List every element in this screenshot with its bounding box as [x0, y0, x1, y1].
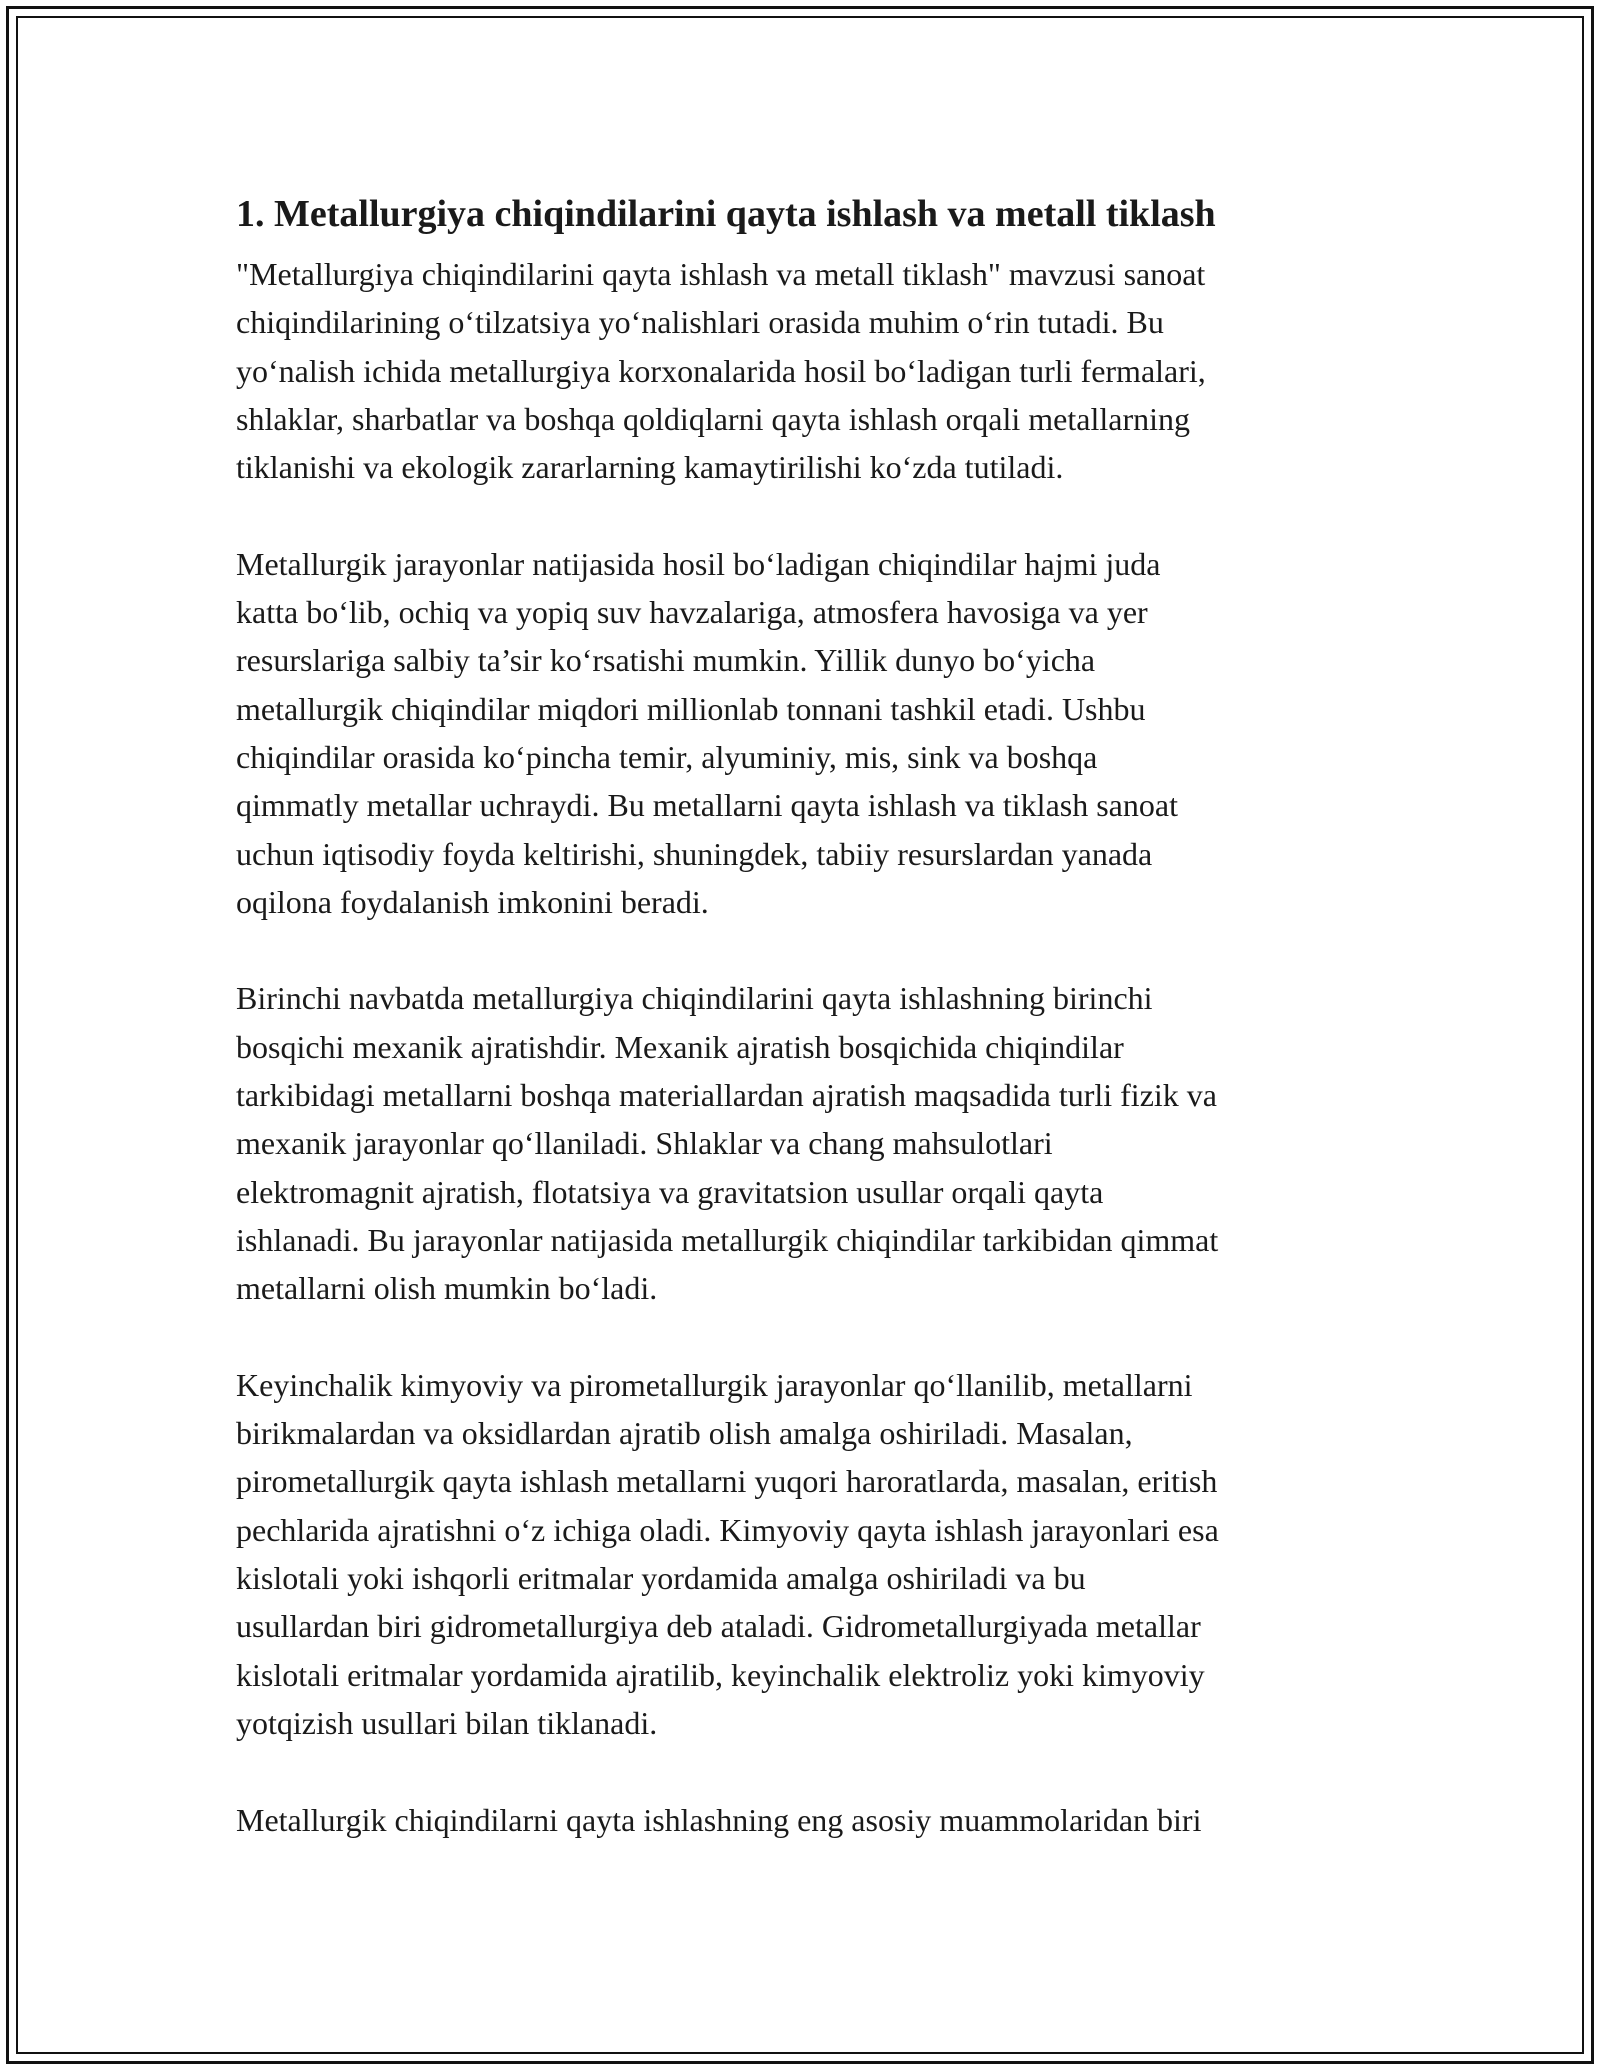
- paragraph-4: [236, 1361, 1376, 1747]
- paragraph-5: [236, 1796, 1376, 1844]
- paragraph-line: uchun iqtisodiy foyda keltirishi, shuningdek, tabiiy resurslardan yanada: [236, 835, 1153, 872]
- paragraph-line: elektromagnit ajratish, flotatsiya va gravitatsion usullar orqali qayta: [236, 1173, 1104, 1210]
- paragraph-line: katta boʻlib, ochiq va yopiq suv havzalariga, atmosfera havosiga va yer: [236, 594, 1148, 631]
- paragraph-line: kislotali eritmalar yordamida ajratilib, keyinchalik elektroliz yoki kimyoviy: [236, 1656, 1205, 1693]
- paragraph-line: usullardan biri gidrometallurgiya deb ataladi. Gidrometallurgiyada metallar: [236, 1608, 1201, 1645]
- paragraph-line: metallurgik chiqindilar miqdori millionlab tonnani tashkil etadi. Ushbu: [236, 690, 1146, 727]
- paragraph-line: yoʻnalish ichida metallurgiya korxonalarida hosil boʻladigan turli fermalari,: [236, 352, 1206, 389]
- paragraph-line: mexanik jarayonlar qoʻllaniladi. Shlaklar va chang mahsulotlari: [236, 1125, 1053, 1162]
- paragraph-line: Metallurgik jarayonlar natijasida hosil boʻladigan chiqindilar hajmi juda: [236, 545, 1161, 582]
- paragraph-line: resurslariga salbiy ta’sir koʻrsatishi mumkin. Yillik dunyo boʻyicha: [236, 642, 1096, 679]
- document-body: [236, 186, 1376, 1844]
- paragraph-line: Metallurgik chiqindilarni qayta ishlashning eng asosiy muammolaridan biri: [236, 1801, 1202, 1838]
- paragraph-line: tiklanishi va ekologik zararlarning kamaytirilishi koʻzda tutiladi.: [236, 449, 1064, 486]
- paragraph-line: kislotali yoki ishqorli eritmalar yordamida amalga oshiriladi va bu: [236, 1560, 1086, 1597]
- paragraph-line: tarkibidagi metallarni boshqa materiallardan ajratish maqsadida turli fizik va: [236, 1077, 1217, 1114]
- paragraph-line: Birinchi navbatda metallurgiya chiqindilarini qayta ishlashning birinchi: [236, 980, 1153, 1017]
- paragraph-line: birikmalardan va oksidlardan ajratib olish amalga oshiriladi. Masalan,: [236, 1415, 1133, 1452]
- paragraph-line: chiqindilarining oʻtilzatsiya yoʻnalishlari orasida muhim oʻrin tutadi. Bu: [236, 304, 1164, 341]
- paragraph-2: [236, 540, 1376, 926]
- paragraph-line: "Metallurgiya chiqindilarini qayta ishlash va metall tiklash" mavzusi sanoat: [236, 256, 1206, 292]
- paragraph-line: pechlarida ajratishni oʻz ichiga oladi. Kimyoviy qayta ishlash jarayonlari esa: [236, 1511, 1219, 1548]
- paragraph-line: yotqizish usullari bilan tiklanadi.: [236, 1704, 658, 1741]
- document-title: 1. Metallurgiya chiqindilarini qayta ishlash va metall tiklash: [236, 193, 1216, 235]
- paragraph-line: Keyinchalik kimyoviy va pirometallurgik jarayonlar qoʻllanilib, metallarni: [236, 1366, 1193, 1403]
- paragraph-3: [236, 974, 1376, 1312]
- paragraph-line: metallarni olish mumkin boʻladi.: [236, 1270, 658, 1307]
- paragraph-1: [236, 250, 1376, 491]
- paragraph-line: bosqichi mexanik ajratishdir. Mexanik ajratish bosqichida chiqindilar: [236, 1028, 1124, 1065]
- paragraph-line: qimmatly metallar uchraydi. Bu metallarni qayta ishlash va tiklash sanoat: [236, 787, 1178, 824]
- paragraph-line: chiqindilar orasida koʻpincha temir, alyuminiy, mis, sink va boshqa: [236, 738, 1098, 775]
- paragraph-line: shlaklar, sharbatlar va boshqa qoldiqlarni qayta ishlash orqali metallarning: [236, 400, 1190, 437]
- paragraph-line: oqilona foydalanish imkonini beradi.: [236, 883, 709, 920]
- paragraph-line: ishlanadi. Bu jarayonlar natijasida metallurgik chiqindilar tarkibidan qimmat: [236, 1221, 1219, 1258]
- paragraph-line: pirometallurgik qayta ishlash metallarni yuqori haroratlarda, masalan, eritish: [236, 1463, 1218, 1500]
